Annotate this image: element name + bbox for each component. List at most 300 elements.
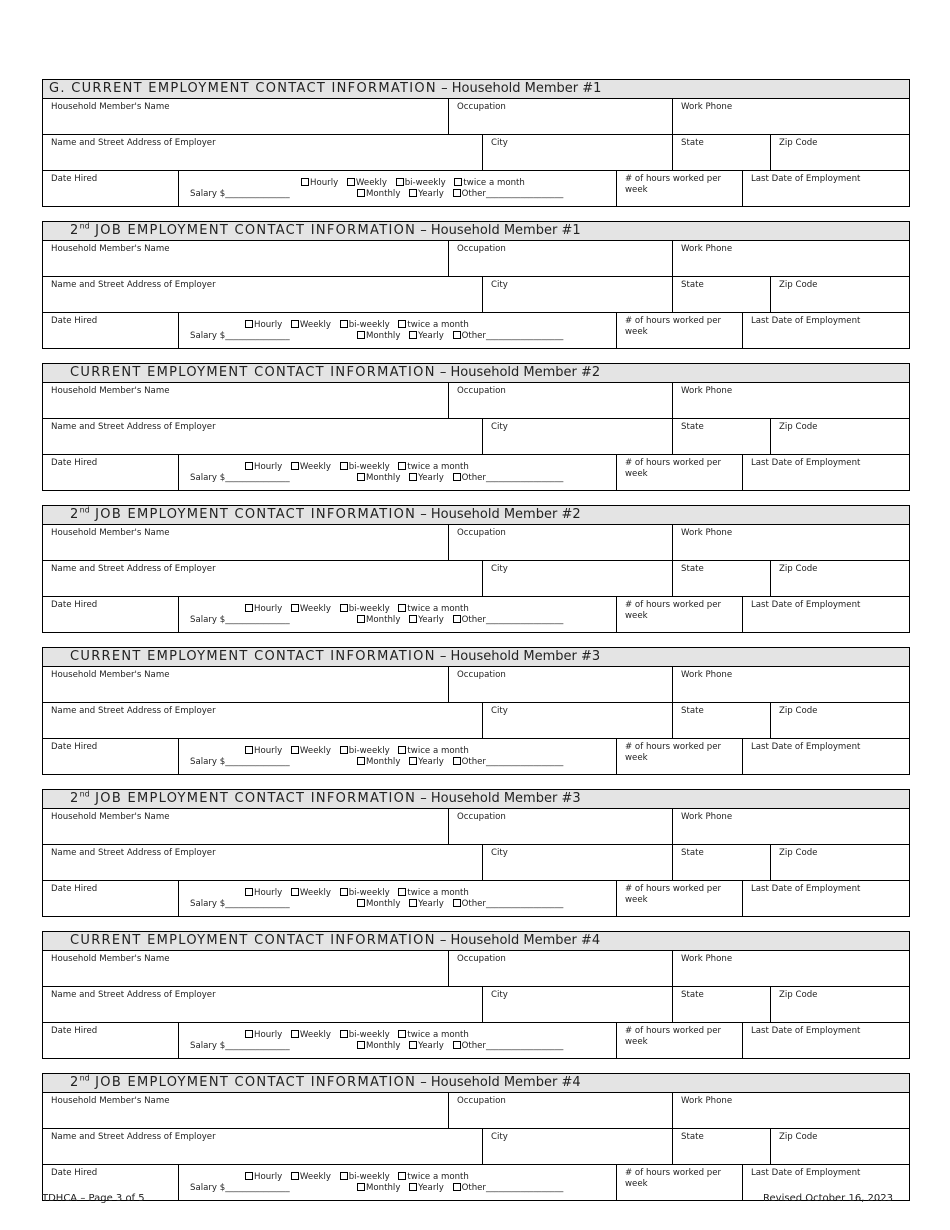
twice-month-checkbox[interactable]: [398, 320, 406, 328]
state-field[interactable]: [672, 1129, 770, 1164]
state-field[interactable]: [672, 703, 770, 738]
biweekly-label: bi-weekly: [348, 888, 390, 898]
hourly-checkbox[interactable]: [245, 604, 253, 612]
city-label: City: [491, 422, 508, 432]
yearly-label: Yearly: [418, 615, 444, 625]
salary-label: Salary $_______________: [190, 1041, 290, 1051]
row-employer-info: [43, 1129, 909, 1165]
hourly-checkbox[interactable]: [245, 1030, 253, 1038]
biweekly-label: bi-weekly: [348, 604, 390, 614]
yearly-checkbox[interactable]: [409, 331, 417, 339]
salary-field: [178, 313, 616, 349]
row-employer-info: [43, 703, 909, 739]
monthly-label: Monthly: [366, 331, 401, 341]
state-field[interactable]: [672, 135, 770, 170]
city-field[interactable]: [482, 277, 672, 312]
last-date-field[interactable]: [742, 455, 909, 491]
weekly-label: Weekly: [299, 462, 331, 472]
hours-per-week-label: # of hours worked per week: [625, 600, 722, 621]
occupation-field[interactable]: [448, 99, 672, 134]
monthly-label: Monthly: [366, 1041, 401, 1051]
employer-address-field[interactable]: [43, 987, 482, 1022]
monthly-checkbox[interactable]: [357, 1041, 365, 1049]
date-hired-label: Date Hired: [51, 742, 98, 752]
row-employer-info: [43, 561, 909, 597]
employment-section: [42, 789, 910, 917]
member-name-field[interactable]: [43, 809, 448, 844]
state-label: State: [681, 990, 704, 1000]
hourly-checkbox[interactable]: [245, 746, 253, 754]
row-member-info: [43, 951, 909, 987]
twice-month-checkbox[interactable]: [398, 604, 406, 612]
twice-month-label: twice a month: [407, 1030, 469, 1040]
city-field[interactable]: [482, 703, 672, 738]
row-employer-info: [43, 277, 909, 313]
last-date-field[interactable]: [742, 1023, 909, 1059]
weekly-checkbox[interactable]: [291, 1172, 299, 1180]
section-title-text: JOB EMPLOYMENT CONTACT INFORMATION: [89, 507, 417, 522]
biweekly-checkbox[interactable]: [340, 604, 348, 612]
monthly-checkbox[interactable]: [357, 473, 365, 481]
salary-field: [178, 1023, 616, 1059]
city-label: City: [491, 848, 508, 858]
weekly-checkbox[interactable]: [291, 746, 299, 754]
city-field[interactable]: [482, 1129, 672, 1164]
date-hired-label: Date Hired: [51, 1168, 98, 1178]
occupation-field[interactable]: [448, 809, 672, 844]
member-name-field[interactable]: [43, 525, 448, 560]
section-title-sup: nd: [79, 790, 90, 799]
biweekly-checkbox[interactable]: [340, 888, 348, 896]
pay-frequency-row2: [357, 189, 563, 199]
twice-month-label: twice a month: [407, 462, 469, 472]
twice-month-checkbox[interactable]: [398, 1030, 406, 1038]
last-date-label: Last Date of Employment: [751, 458, 861, 468]
other-checkbox[interactable]: [453, 615, 461, 623]
last-date-field[interactable]: [742, 313, 909, 349]
yearly-label: Yearly: [418, 1041, 444, 1051]
section-member: – Household Member #4: [416, 1075, 581, 1090]
hours-per-week-field[interactable]: [616, 881, 742, 917]
yearly-checkbox[interactable]: [409, 189, 417, 197]
monthly-label: Monthly: [366, 757, 401, 767]
work-phone-field[interactable]: [672, 99, 909, 134]
row-salary-info: [43, 1023, 909, 1059]
employer-address-field[interactable]: [43, 135, 482, 170]
date-hired-label: Date Hired: [51, 316, 98, 326]
occupation-field[interactable]: [448, 525, 672, 560]
state-field[interactable]: [672, 419, 770, 454]
zip-field[interactable]: [770, 845, 909, 880]
other-label: Other__________________: [461, 331, 564, 341]
hourly-checkbox[interactable]: [245, 888, 253, 896]
employer-address-label: Name and Street Address of Employer: [51, 564, 216, 574]
employer-address-label: Name and Street Address of Employer: [51, 848, 216, 858]
biweekly-label: bi-weekly: [348, 746, 390, 756]
row-salary-info: [43, 881, 909, 917]
member-name-label: Household Member's Name: [51, 812, 170, 822]
section-title-prefix: 2: [70, 1075, 80, 1090]
hours-per-week-field[interactable]: [616, 1165, 742, 1201]
monthly-label: Monthly: [366, 189, 401, 199]
salary-field: [178, 1165, 616, 1201]
pay-frequency-row2: [357, 757, 563, 767]
pay-frequency-row2: [357, 473, 563, 483]
occupation-label: Occupation: [457, 670, 506, 680]
hours-per-week-label: # of hours worked per week: [625, 1168, 722, 1189]
row-member-info: [43, 525, 909, 561]
biweekly-checkbox[interactable]: [340, 1172, 348, 1180]
state-label: State: [681, 706, 704, 716]
section-title-text: CURRENT EMPLOYMENT CONTACT INFORMATION: [70, 933, 436, 948]
zip-label: Zip Code: [779, 138, 818, 148]
section-header: [43, 932, 909, 951]
occupation-label: Occupation: [457, 812, 506, 822]
monthly-label: Monthly: [366, 1183, 401, 1193]
zip-field[interactable]: [770, 561, 909, 596]
hours-per-week-field[interactable]: [616, 171, 742, 207]
yearly-checkbox[interactable]: [409, 899, 417, 907]
state-label: State: [681, 138, 704, 148]
zip-label: Zip Code: [779, 280, 818, 290]
member-name-label: Household Member's Name: [51, 1096, 170, 1106]
employer-address-field[interactable]: [43, 845, 482, 880]
monthly-checkbox[interactable]: [357, 757, 365, 765]
hours-per-week-field[interactable]: [616, 597, 742, 633]
zip-field[interactable]: [770, 987, 909, 1022]
yearly-checkbox[interactable]: [409, 615, 417, 623]
occupation-label: Occupation: [457, 1096, 506, 1106]
last-date-label: Last Date of Employment: [751, 742, 861, 752]
row-salary-info: [43, 597, 909, 633]
biweekly-checkbox[interactable]: [340, 320, 348, 328]
monthly-checkbox[interactable]: [357, 189, 365, 197]
twice-month-label: twice a month: [463, 178, 525, 188]
city-label: City: [491, 706, 508, 716]
work-phone-label: Work Phone: [681, 954, 733, 964]
member-name-field[interactable]: [43, 383, 448, 418]
salary-label: Salary $_______________: [190, 899, 290, 909]
work-phone-label: Work Phone: [681, 528, 733, 538]
yearly-checkbox[interactable]: [409, 1041, 417, 1049]
weekly-checkbox[interactable]: [291, 1030, 299, 1038]
section-title-prefix: 2: [70, 791, 80, 806]
date-hired-field[interactable]: [43, 881, 178, 917]
member-name-field[interactable]: [43, 241, 448, 276]
zip-label: Zip Code: [779, 1132, 818, 1142]
hours-per-week-label: # of hours worked per week: [625, 458, 722, 479]
work-phone-field[interactable]: [672, 525, 909, 560]
yearly-checkbox[interactable]: [409, 757, 417, 765]
occupation-field[interactable]: [448, 667, 672, 702]
monthly-label: Monthly: [366, 615, 401, 625]
pay-frequency-row1: [245, 320, 469, 330]
occupation-field[interactable]: [448, 1093, 672, 1128]
member-name-field[interactable]: [43, 99, 448, 134]
yearly-label: Yearly: [418, 899, 444, 909]
date-hired-field[interactable]: [43, 597, 178, 633]
work-phone-field[interactable]: [672, 1093, 909, 1128]
employer-address-field[interactable]: [43, 1129, 482, 1164]
employer-address-field[interactable]: [43, 561, 482, 596]
employer-address-label: Name and Street Address of Employer: [51, 706, 216, 716]
work-phone-field[interactable]: [672, 383, 909, 418]
section-title-sup: nd: [79, 506, 90, 515]
city-field[interactable]: [482, 135, 672, 170]
pay-frequency-row2: [357, 615, 563, 625]
last-date-field[interactable]: [742, 881, 909, 917]
biweekly-label: bi-weekly: [348, 462, 390, 472]
biweekly-checkbox[interactable]: [396, 178, 404, 186]
employment-section: [42, 363, 910, 491]
twice-month-checkbox[interactable]: [398, 746, 406, 754]
weekly-checkbox[interactable]: [291, 320, 299, 328]
occupation-label: Occupation: [457, 386, 506, 396]
twice-month-checkbox[interactable]: [398, 888, 406, 896]
state-field[interactable]: [672, 845, 770, 880]
salary-label: Salary $_______________: [190, 615, 290, 625]
employer-address-field[interactable]: [43, 277, 482, 312]
salary-label: Salary $_______________: [190, 1183, 290, 1193]
weekly-label: Weekly: [299, 320, 331, 330]
hours-per-week-label: # of hours worked per week: [625, 316, 722, 337]
hourly-label: Hourly: [254, 320, 283, 330]
occupation-field[interactable]: [448, 241, 672, 276]
other-label: Other__________________: [461, 189, 564, 199]
pay-frequency-row1: [245, 604, 469, 614]
member-name-label: Household Member's Name: [51, 102, 170, 112]
zip-field[interactable]: [770, 1129, 909, 1164]
work-phone-field[interactable]: [672, 667, 909, 702]
monthly-checkbox[interactable]: [357, 331, 365, 339]
weekly-checkbox[interactable]: [347, 178, 355, 186]
section-title-text: G. CURRENT EMPLOYMENT CONTACT INFORMATION: [49, 81, 437, 96]
monthly-checkbox[interactable]: [357, 1183, 365, 1191]
hourly-label: Hourly: [254, 1172, 283, 1182]
weekly-label: Weekly: [299, 1172, 331, 1182]
date-hired-field[interactable]: [43, 1023, 178, 1059]
pay-frequency-row1: [245, 888, 469, 898]
zip-label: Zip Code: [779, 564, 818, 574]
state-field[interactable]: [672, 277, 770, 312]
city-field[interactable]: [482, 845, 672, 880]
weekly-label: Weekly: [299, 1030, 331, 1040]
section-member: – Household Member #1: [436, 81, 602, 96]
yearly-checkbox[interactable]: [409, 1183, 417, 1191]
city-label: City: [491, 1132, 508, 1142]
work-phone-label: Work Phone: [681, 244, 733, 254]
section-member: – Household Member #3: [435, 649, 601, 664]
hourly-checkbox[interactable]: [245, 1172, 253, 1180]
zip-label: Zip Code: [779, 848, 818, 858]
hours-per-week-label: # of hours worked per week: [625, 884, 722, 905]
state-field[interactable]: [672, 987, 770, 1022]
row-salary-info: [43, 455, 909, 491]
employer-address-label: Name and Street Address of Employer: [51, 422, 216, 432]
work-phone-label: Work Phone: [681, 670, 733, 680]
weekly-label: Weekly: [299, 888, 331, 898]
weekly-label: Weekly: [299, 604, 331, 614]
section-member: – Household Member #3: [416, 791, 581, 806]
weekly-checkbox[interactable]: [291, 462, 299, 470]
other-checkbox[interactable]: [453, 899, 461, 907]
hourly-label: Hourly: [254, 888, 283, 898]
weekly-label: Weekly: [355, 178, 387, 188]
section-title-text: JOB EMPLOYMENT CONTACT INFORMATION: [89, 791, 417, 806]
employment-section: [42, 505, 910, 633]
biweekly-checkbox[interactable]: [340, 462, 348, 470]
member-name-label: Household Member's Name: [51, 386, 170, 396]
city-field[interactable]: [482, 561, 672, 596]
pay-frequency-row1: [245, 462, 469, 472]
other-checkbox[interactable]: [453, 331, 461, 339]
other-checkbox[interactable]: [453, 1041, 461, 1049]
employer-address-label: Name and Street Address of Employer: [51, 990, 216, 1000]
row-member-info: [43, 809, 909, 845]
member-name-field[interactable]: [43, 1093, 448, 1128]
row-employer-info: [43, 419, 909, 455]
yearly-label: Yearly: [418, 189, 444, 199]
member-name-field[interactable]: [43, 667, 448, 702]
other-checkbox[interactable]: [453, 1183, 461, 1191]
hourly-checkbox[interactable]: [245, 462, 253, 470]
salary-label: Salary $_______________: [190, 331, 290, 341]
date-hired-field[interactable]: [43, 455, 178, 491]
other-checkbox[interactable]: [453, 473, 461, 481]
date-hired-field[interactable]: [43, 171, 178, 207]
hourly-label: Hourly: [254, 1030, 283, 1040]
date-hired-field[interactable]: [43, 739, 178, 775]
last-date-field[interactable]: [742, 597, 909, 633]
work-phone-field[interactable]: [672, 951, 909, 986]
zip-field[interactable]: [770, 135, 909, 170]
twice-month-checkbox[interactable]: [398, 462, 406, 470]
yearly-checkbox[interactable]: [409, 473, 417, 481]
row-member-info: [43, 667, 909, 703]
hourly-label: Hourly: [254, 604, 283, 614]
hourly-checkbox[interactable]: [301, 178, 309, 186]
employer-address-field[interactable]: [43, 703, 482, 738]
zip-label: Zip Code: [779, 990, 818, 1000]
salary-field: [178, 597, 616, 633]
hours-per-week-field[interactable]: [616, 739, 742, 775]
work-phone-field[interactable]: [672, 241, 909, 276]
date-hired-label: Date Hired: [51, 600, 98, 610]
zip-field[interactable]: [770, 419, 909, 454]
twice-month-label: twice a month: [407, 604, 469, 614]
pay-frequency-row2: [357, 899, 563, 909]
occupation-field[interactable]: [448, 951, 672, 986]
state-field[interactable]: [672, 561, 770, 596]
other-label: Other__________________: [461, 473, 564, 483]
hours-per-week-label: # of hours worked per week: [625, 1026, 722, 1047]
section-member: – Household Member #4: [435, 933, 601, 948]
other-label: Other__________________: [461, 1183, 564, 1193]
work-phone-label: Work Phone: [681, 1096, 733, 1106]
other-label: Other__________________: [461, 899, 564, 909]
employer-address-label: Name and Street Address of Employer: [51, 138, 216, 148]
date-hired-label: Date Hired: [51, 174, 98, 184]
hourly-checkbox[interactable]: [245, 320, 253, 328]
hourly-label: Hourly: [310, 178, 339, 188]
salary-field: [178, 455, 616, 491]
weekly-label: Weekly: [299, 746, 331, 756]
member-name-label: Household Member's Name: [51, 954, 170, 964]
employment-section: [42, 221, 910, 349]
biweekly-label: bi-weekly: [348, 1172, 390, 1182]
salary-field: [178, 739, 616, 775]
city-field[interactable]: [482, 987, 672, 1022]
employment-section: [42, 931, 910, 1059]
hours-per-week-field[interactable]: [616, 1023, 742, 1059]
row-salary-info: [43, 171, 909, 207]
occupation-field[interactable]: [448, 383, 672, 418]
hours-per-week-label: # of hours worked per week: [625, 742, 722, 763]
city-label: City: [491, 990, 508, 1000]
work-phone-label: Work Phone: [681, 102, 733, 112]
city-label: City: [491, 564, 508, 574]
other-checkbox[interactable]: [453, 189, 461, 197]
member-name-field[interactable]: [43, 951, 448, 986]
section-title-text: CURRENT EMPLOYMENT CONTACT INFORMATION: [70, 649, 436, 664]
biweekly-checkbox[interactable]: [340, 1030, 348, 1038]
last-date-label: Last Date of Employment: [751, 600, 861, 610]
hours-per-week-label: # of hours worked per week: [625, 174, 722, 195]
weekly-checkbox[interactable]: [291, 888, 299, 896]
monthly-label: Monthly: [366, 473, 401, 483]
row-employer-info: [43, 845, 909, 881]
monthly-checkbox[interactable]: [357, 899, 365, 907]
zip-field[interactable]: [770, 277, 909, 312]
last-date-field[interactable]: [742, 739, 909, 775]
occupation-label: Occupation: [457, 954, 506, 964]
pay-frequency-row2: [357, 1183, 563, 1193]
yearly-label: Yearly: [418, 331, 444, 341]
salary-label: Salary $_______________: [190, 473, 290, 483]
row-salary-info: [43, 313, 909, 349]
employment-section: [42, 1073, 910, 1201]
member-name-label: Household Member's Name: [51, 528, 170, 538]
occupation-label: Occupation: [457, 528, 506, 538]
date-hired-label: Date Hired: [51, 458, 98, 468]
twice-month-label: twice a month: [407, 746, 469, 756]
zip-field[interactable]: [770, 703, 909, 738]
weekly-checkbox[interactable]: [291, 604, 299, 612]
pay-frequency-row2: [357, 1041, 563, 1051]
twice-month-checkbox[interactable]: [398, 1172, 406, 1180]
monthly-checkbox[interactable]: [357, 615, 365, 623]
zip-label: Zip Code: [779, 422, 818, 432]
last-date-field[interactable]: [742, 171, 909, 207]
section-header: [43, 506, 909, 525]
employer-address-field[interactable]: [43, 419, 482, 454]
section-member: – Household Member #2: [416, 507, 581, 522]
work-phone-field[interactable]: [672, 809, 909, 844]
date-hired-field[interactable]: [43, 313, 178, 349]
pay-frequency-row1: [301, 178, 525, 188]
hours-per-week-field[interactable]: [616, 455, 742, 491]
biweekly-checkbox[interactable]: [340, 746, 348, 754]
hours-per-week-field[interactable]: [616, 313, 742, 349]
section-member: – Household Member #1: [416, 223, 581, 238]
other-checkbox[interactable]: [453, 757, 461, 765]
section-header: [43, 222, 909, 241]
other-label: Other__________________: [461, 615, 564, 625]
hourly-label: Hourly: [254, 462, 283, 472]
row-member-info: [43, 383, 909, 419]
twice-month-checkbox[interactable]: [454, 178, 462, 186]
city-field[interactable]: [482, 419, 672, 454]
